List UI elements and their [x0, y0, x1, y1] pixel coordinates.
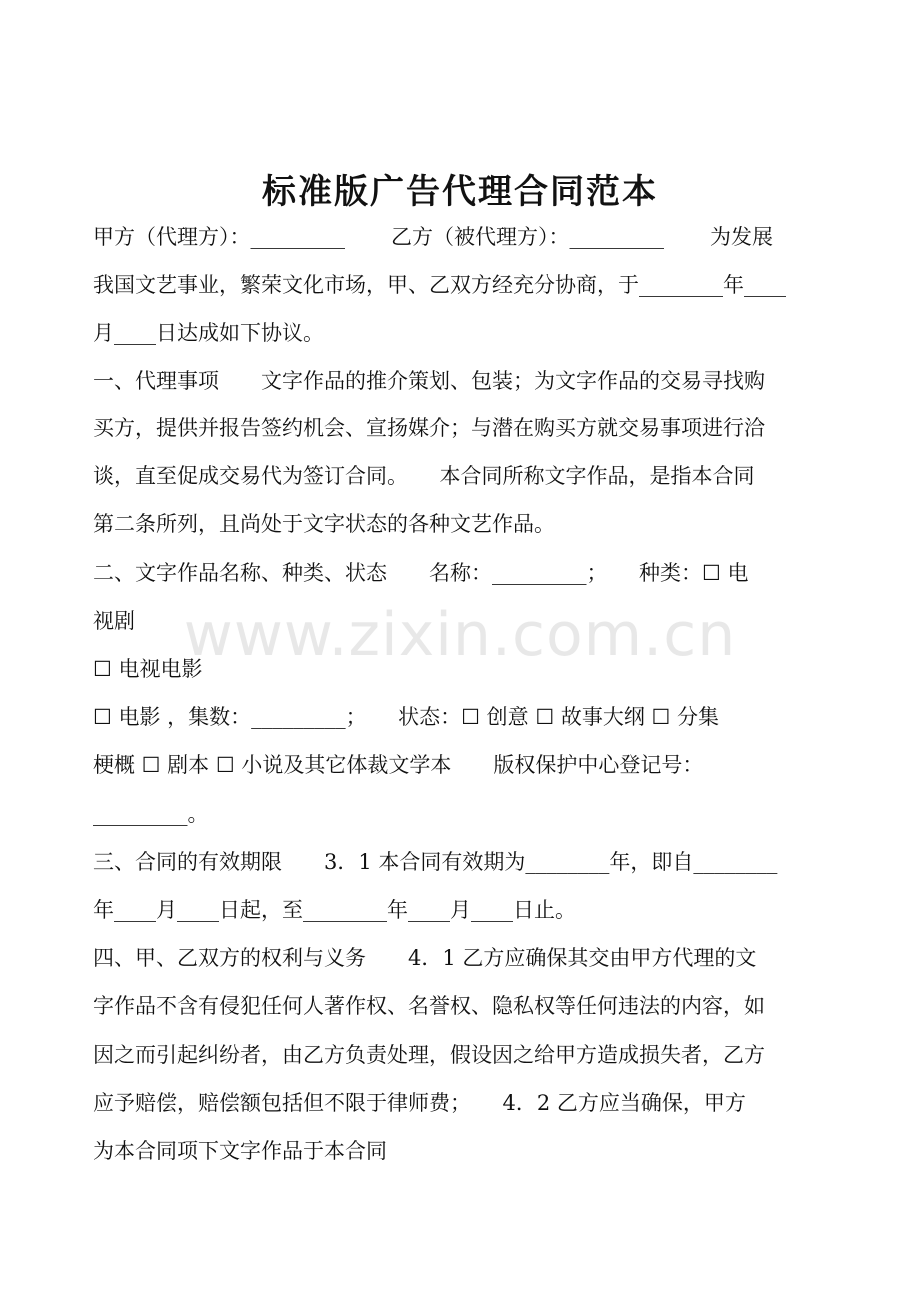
party-a-text: 甲方（代理方）：_________	[93, 225, 345, 249]
body-line-9: ☐ 电视电影	[93, 657, 203, 681]
body-line-16: 字作品不含有侵犯任何人著作权、名誉权、隐私权等任何违法的内容，如	[93, 994, 765, 1018]
party-b-text: 乙方（被代理方）：_________	[391, 225, 664, 249]
purpose-start-text: 为发展	[710, 225, 773, 249]
body-line-19: 为本合同项下文字作品于本合同	[93, 1139, 387, 1163]
body-line-17: 因之而引起纠纷者，由乙方负责处理，假设因之给甲方造成损失者，乙方	[93, 1043, 765, 1067]
body-line-15: 四、甲、乙双方的权利与义务 4．1 乙方应确保其交由甲方代理的文	[93, 946, 757, 970]
body-line-10: ☐ 电影 ，集数：_________； 状态：☐ 创意 ☐ 故事大纲 ☐ 分集	[93, 705, 720, 729]
body-line-8: 视剧	[93, 609, 135, 633]
body-line-14: 年____月____日起，至________年____月____日止。	[93, 898, 576, 922]
body-line-4: 买方，提供并报告签约机会、宣扬媒介；与潜在购买方就交易事项进行洽	[93, 416, 765, 440]
document-title: 标准版广告代理合同范本	[262, 172, 658, 212]
body-line-6: 第二条所列，且尚处于文字状态的各种文艺作品。	[93, 512, 555, 536]
body-line-12: _________。	[93, 802, 209, 826]
body-line-1: 我国文艺事业，繁荣文化市场，甲、乙双方经充分协商，于________年____	[93, 273, 786, 297]
body-line-2: 月____日达成如下协议。	[93, 321, 324, 345]
body-line-3: 一、代理事项 文字作品的推介策划、包装；为文字作品的交易寻找购	[93, 369, 765, 393]
parties-line	[93, 222, 838, 252]
body-line-5: 谈，直至促成交易代为签订合同。 本合同所称文字作品，是指本合同	[93, 464, 755, 488]
body-line-11: 梗概 ☐ 剧本 ☐ 小说及其它体裁文学本 版权保护中心登记号：	[93, 753, 704, 777]
watermark: www.zixin.com.cn	[183, 600, 737, 670]
body-line-18: 应予赔偿，赔偿额包括但不限于律师费； 4．2 乙方应当确保，甲方	[93, 1091, 746, 1115]
body-line-13: 三、合同的有效期限 3．1 本合同有效期为________年，即自________	[93, 850, 778, 874]
body-line-7: 二、文字作品名称、种类、状态 名称：_________； 种类：☐ 电	[93, 561, 749, 585]
